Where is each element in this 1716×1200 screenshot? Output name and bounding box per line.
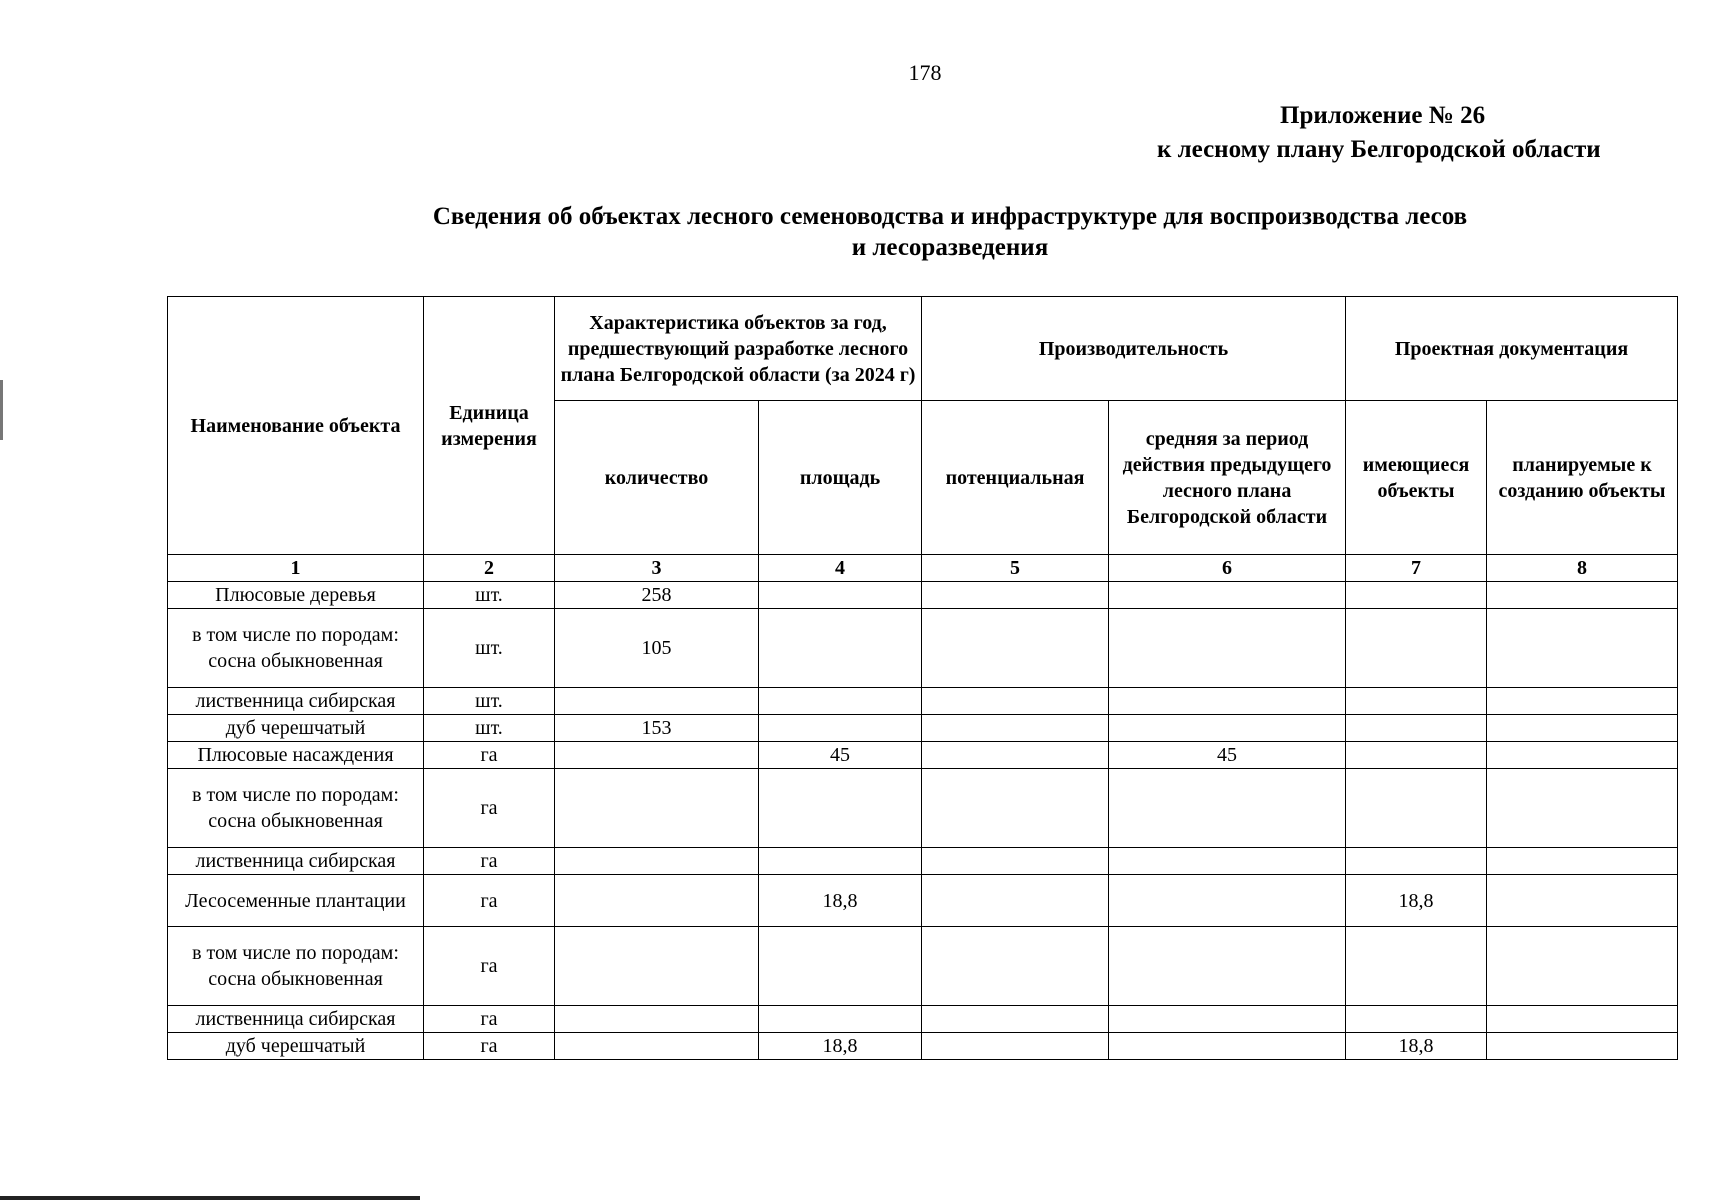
header-potential: потенциальная bbox=[922, 401, 1109, 555]
cell-planned bbox=[1487, 1033, 1678, 1060]
header-productivity: Производительность bbox=[922, 297, 1346, 401]
cell-area bbox=[759, 609, 922, 688]
cell-name: лиственница сибирская bbox=[168, 688, 424, 715]
cell-name: в том числе по породам: сосна обыкновенная bbox=[168, 769, 424, 848]
cell-area: 18,8 bbox=[759, 875, 922, 927]
cell-quantity: 105 bbox=[555, 609, 759, 688]
table-row bbox=[168, 927, 1678, 1006]
header-area: площадь bbox=[759, 401, 922, 555]
header-design-docs: Проектная документация bbox=[1346, 297, 1678, 401]
header-characteristics: Характеристика объектов за год, предшествующий разработке лесного плана Белгородской области (за 2024 г) bbox=[555, 297, 922, 401]
cell-average bbox=[1109, 1033, 1346, 1060]
scan-artifact bbox=[0, 1196, 420, 1200]
cell-potential bbox=[922, 769, 1109, 848]
column-number: 7 bbox=[1346, 555, 1487, 582]
cell-existing: 18,8 bbox=[1346, 1033, 1487, 1060]
cell-potential bbox=[922, 1033, 1109, 1060]
cell-name: в том числе по породам: сосна обыкновенная bbox=[168, 927, 424, 1006]
column-number: 3 bbox=[555, 555, 759, 582]
cell-planned bbox=[1487, 742, 1678, 769]
cell-existing bbox=[1346, 848, 1487, 875]
table-row bbox=[168, 875, 1678, 927]
cell-name: Плюсовые насаждения bbox=[168, 742, 424, 769]
table-row bbox=[168, 715, 1678, 742]
document-title bbox=[300, 201, 1600, 263]
cell-planned bbox=[1487, 927, 1678, 1006]
cell-potential bbox=[922, 927, 1109, 1006]
cell-name: лиственница сибирская bbox=[168, 848, 424, 875]
cell-quantity: 153 bbox=[555, 715, 759, 742]
cell-existing bbox=[1346, 715, 1487, 742]
column-number: 1 bbox=[168, 555, 424, 582]
table-row bbox=[168, 688, 1678, 715]
cell-average bbox=[1109, 927, 1346, 1006]
cell-average bbox=[1109, 875, 1346, 927]
cell-area bbox=[759, 1006, 922, 1033]
cell-area bbox=[759, 927, 922, 1006]
page-number: 178 bbox=[908, 60, 942, 85]
cell-potential bbox=[922, 688, 1109, 715]
cell-unit: га bbox=[424, 875, 555, 927]
cell-potential bbox=[922, 848, 1109, 875]
cell-unit: га bbox=[424, 742, 555, 769]
scan-artifact bbox=[0, 380, 3, 440]
cell-area: 45 bbox=[759, 742, 922, 769]
table-row bbox=[168, 1006, 1678, 1033]
cell-name: в том числе по породам: сосна обыкновенная bbox=[168, 609, 424, 688]
cell-average bbox=[1109, 715, 1346, 742]
appendix-reference: к лесному плану Белгородской области bbox=[1157, 136, 1601, 163]
cell-quantity: 258 bbox=[555, 582, 759, 609]
cell-area bbox=[759, 715, 922, 742]
cell-planned bbox=[1487, 875, 1678, 927]
cell-area bbox=[759, 848, 922, 875]
cell-potential bbox=[922, 875, 1109, 927]
header-quantity: количество bbox=[555, 401, 759, 555]
title-line-2: и лесоразведения bbox=[851, 234, 1049, 261]
cell-unit: га bbox=[424, 769, 555, 848]
cell-potential bbox=[922, 582, 1109, 609]
column-number: 4 bbox=[759, 555, 922, 582]
cell-average bbox=[1109, 609, 1346, 688]
cell-area bbox=[759, 769, 922, 848]
column-number: 2 bbox=[424, 555, 555, 582]
cell-average bbox=[1109, 769, 1346, 848]
cell-unit: шт. bbox=[424, 715, 555, 742]
column-number: 6 bbox=[1109, 555, 1346, 582]
table-row bbox=[168, 769, 1678, 848]
cell-name: Лесосеменные плантации bbox=[168, 875, 424, 927]
cell-average bbox=[1109, 1006, 1346, 1033]
table-row bbox=[168, 1033, 1678, 1060]
header-planned: планируемые к созданию объекты bbox=[1487, 401, 1678, 555]
title-line-1: Сведения об объектах лесного семеноводства и инфраструктуре для воспроизводства лесов bbox=[432, 203, 1468, 230]
cell-quantity bbox=[555, 875, 759, 927]
cell-unit: га bbox=[424, 848, 555, 875]
cell-existing: 18,8 bbox=[1346, 875, 1487, 927]
cell-existing bbox=[1346, 609, 1487, 688]
cell-quantity bbox=[555, 769, 759, 848]
cell-planned bbox=[1487, 582, 1678, 609]
cell-name: лиственница сибирская bbox=[168, 1006, 424, 1033]
table-row bbox=[168, 609, 1678, 688]
cell-name: Плюсовые деревья bbox=[168, 582, 424, 609]
cell-area bbox=[759, 688, 922, 715]
cell-planned bbox=[1487, 769, 1678, 848]
cell-unit: га bbox=[424, 1033, 555, 1060]
column-number: 8 bbox=[1487, 555, 1678, 582]
cell-planned bbox=[1487, 848, 1678, 875]
cell-name: дуб черешчатый bbox=[168, 1033, 424, 1060]
cell-quantity bbox=[555, 1006, 759, 1033]
cell-quantity bbox=[555, 742, 759, 769]
table-row bbox=[168, 742, 1678, 769]
cell-average bbox=[1109, 582, 1346, 609]
cell-average bbox=[1109, 688, 1346, 715]
cell-unit: га bbox=[424, 927, 555, 1006]
cell-planned bbox=[1487, 609, 1678, 688]
cell-existing bbox=[1346, 1006, 1487, 1033]
cell-quantity bbox=[555, 1033, 759, 1060]
header-existing: имеющиеся объекты bbox=[1346, 401, 1487, 555]
table-row bbox=[168, 582, 1678, 609]
cell-potential bbox=[922, 1006, 1109, 1033]
cell-existing bbox=[1346, 742, 1487, 769]
cell-quantity bbox=[555, 688, 759, 715]
cell-name: дуб черешчатый bbox=[168, 715, 424, 742]
cell-unit: га bbox=[424, 1006, 555, 1033]
column-number: 5 bbox=[922, 555, 1109, 582]
cell-quantity bbox=[555, 927, 759, 1006]
cell-unit: шт. bbox=[424, 582, 555, 609]
cell-average bbox=[1109, 848, 1346, 875]
header-name: Наименование объекта bbox=[168, 297, 424, 555]
cell-potential bbox=[922, 609, 1109, 688]
cell-unit: шт. bbox=[424, 688, 555, 715]
cell-area bbox=[759, 582, 922, 609]
cell-potential bbox=[922, 742, 1109, 769]
cell-planned bbox=[1487, 715, 1678, 742]
appendix-number: Приложение № 26 bbox=[1280, 102, 1486, 129]
header-average: средняя за период действия предыдущего лесного плана Белгородской области bbox=[1109, 401, 1346, 555]
cell-planned bbox=[1487, 688, 1678, 715]
seed-objects-table bbox=[167, 296, 1678, 1060]
header-unit: Единица измерения bbox=[424, 297, 555, 555]
table-row bbox=[168, 848, 1678, 875]
cell-planned bbox=[1487, 1006, 1678, 1033]
cell-existing bbox=[1346, 769, 1487, 848]
cell-existing bbox=[1346, 927, 1487, 1006]
cell-area: 18,8 bbox=[759, 1033, 922, 1060]
cell-existing bbox=[1346, 688, 1487, 715]
cell-potential bbox=[922, 715, 1109, 742]
cell-existing bbox=[1346, 582, 1487, 609]
cell-quantity bbox=[555, 848, 759, 875]
cell-unit: шт. bbox=[424, 609, 555, 688]
cell-average: 45 bbox=[1109, 742, 1346, 769]
